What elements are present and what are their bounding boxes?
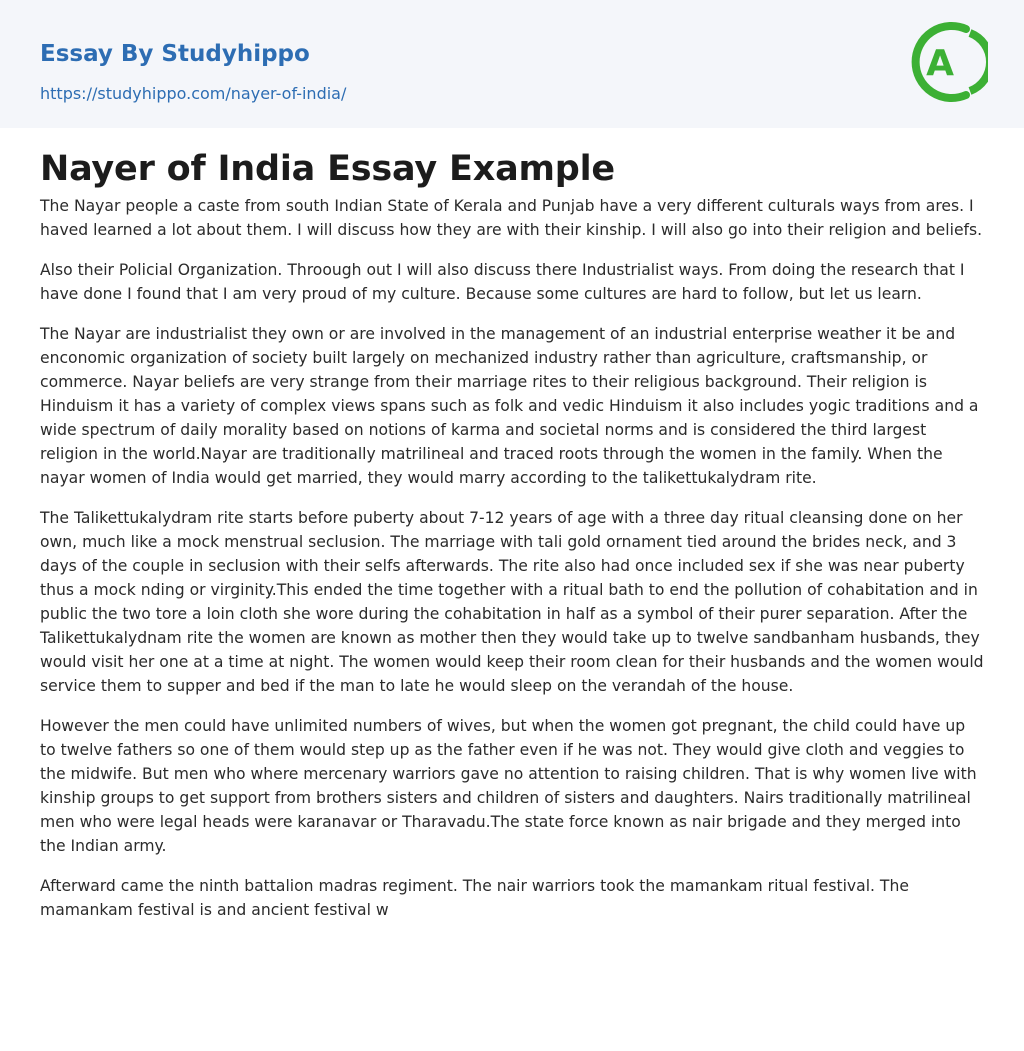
article-paragraph: Also their Policial Organization. Throough out I will also discuss there Industrialist ways. From doing the research that I have done I found that I am very proud of my culture. Because some cultures are hard to follow, but let us learn.	[40, 261, 965, 303]
article-paragraph: The Nayar people a caste from south Indian State of Kerala and Punjab have a very different culturals ways from ares. I haved learned a lot about them. I will discuss how they are with their kinship. I will also go into their religion and beliefs.	[40, 197, 983, 239]
article-paragraph: The Talikettukalydram rite starts before puberty about 7-12 years of age with a three day ritual cleansing done on her own, much like a mock menstrual seclusion. The marriage with tali gold ornament tied around the brides neck, and 3 days of the couple in seclusion with their selfs afterwards. The rite also had once included sex if she was near puberty thus a mock nding or virginity.This ended the time together with a ritual bath to end the pollution of cohabitation and in public the two tore a loin cloth she wore during the cohabitation in half as a symbol of their purer separation. After the Talikettukalydnam rite the women are known as mother then they would take up to twelve sandbanham husbands, they would visit her one at a time at night. The women would keep their room clean for their husbands and the women would service them to supper and bed if the man to late he would sleep on the verandah of the house.	[40, 509, 984, 695]
article-paragraph: Afterward came the ninth battalion madras regiment. The nair warriors took the mamankam ritual festival. The mamankam festival is and ancient festival w	[40, 877, 909, 919]
site-brand[interactable]: Essay By Studyhippo	[40, 41, 310, 67]
article-paragraph: However the men could have unlimited numbers of wives, but when the women got pregnant, the child could have up to twelve fathers so one of them would step up as the father even if he was not. They would give cloth and veggies to the midwife. But men who where mercenary warriors gave no attention to raising children. That is why women live with kinship groups to get support from brothers sisters and children of sisters and daughters. Nairs traditionally matrilineal men who were legal heads were karanavar or Tharavadu.The state force known as nair brigade and they merged into the Indian army.	[40, 717, 977, 855]
article-paragraph: The Nayar are industrialist they own or are involved in the management of an industrial enterprise weather it be and enconomic organization of society built largely on mechanized industry rather than agriculture, craftsmanship, or commerce. Nayar beliefs are very strange from their marriage rites to their religious background. Their religion is Hinduism it has a variety of complex views spans such as folk and vedic Hinduism it also includes yogic traditions and a wide spectrum of daily morality based on notions of karma and societal norms and is considered the third largest religion in the world.Nayar are traditionally matrilineal and traced roots through the women in the family. When the nayar women of India would get married, they would marry according to the talikettukalydram rite.	[40, 325, 979, 487]
article-title: Nayer of India Essay Example	[40, 149, 615, 189]
logo-letter: A	[926, 43, 954, 84]
article-body	[0, 128, 1024, 922]
studyhippo-logo-icon[interactable]	[904, 19, 988, 105]
source-url-link[interactable]: https://studyhippo.com/nayer-of-india/	[40, 84, 347, 103]
site-header	[0, 0, 1024, 128]
